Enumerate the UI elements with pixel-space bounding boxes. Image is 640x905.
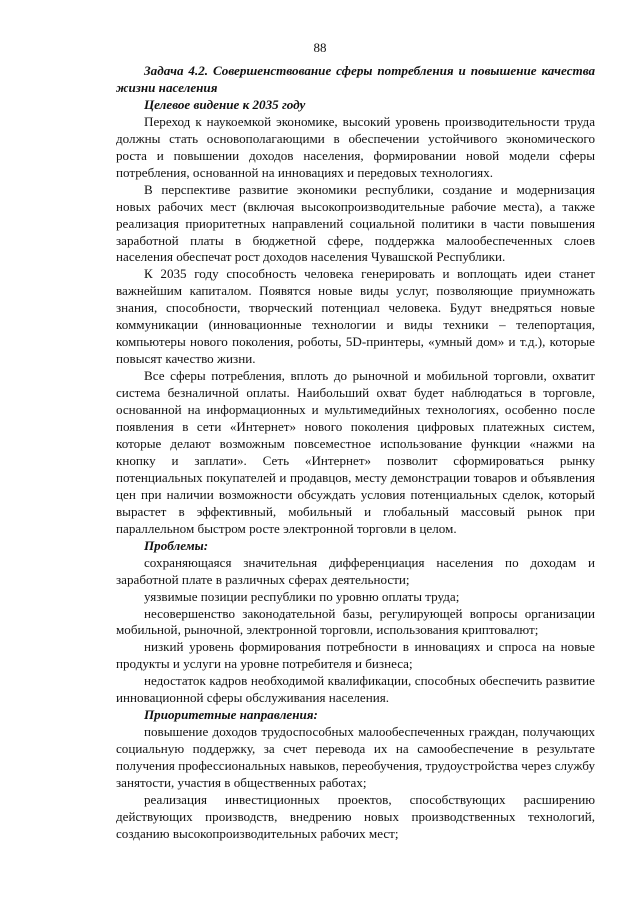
- vision-paragraph: В перспективе развитие экономики республики, создание и модернизация новых рабочих мест (включая высокопроизводительные рабочие места), а также реализация приоритетных направлений социальной политики в части повышения заработной платы в бюджетной сфере, поддержка малообеспеченных слоев населения обеспечат рост доходов населения Чувашской Республики.: [116, 181, 595, 265]
- section-title: Задача 4.2. Совершенствование сферы потребления и повышение качества жизни населения: [116, 63, 595, 95]
- priorities-heading: Приоритетные направления:: [144, 707, 318, 723]
- vision-paragraph: К 2035 году способность человека генерировать и воплощать идеи станет важнейшим капиталом. Появятся новые виды услуг, позволяющие приумножать знания, способности, творческий потенциал человека. Будут внедряться новые коммуникации (инновационные технологии и виды техники – телепортация, компьютеры нового поколения, роботы, 5D-принтеры, «умный дом» и т.д.), которые повысят качество жизни.: [116, 266, 595, 367]
- problem-item: сохраняющаяся значительная дифференциация населения по доходам и заработной плате в различных сферах деятельности;: [116, 554, 595, 587]
- priority-item: реализация инвестиционных проектов, способствующих расширению действующих производств, внедрению новых производственных технологий, созданию высокопроизводительных рабочих мест;: [116, 791, 595, 841]
- problem-item: низкий уровень формирования потребности в инновациях и спроса на новые продукты и услуги на уровне потребителя и бизнеса;: [116, 639, 595, 672]
- problem-item: несовершенство законодательной базы, регулирующей вопросы организации мобильной, рыночной, электронной торговли, использования криптовалют;: [116, 605, 595, 638]
- page-content: [116, 63, 595, 843]
- problems-heading: Проблемы:: [144, 537, 209, 553]
- vision-paragraph: Все сферы потребления, вплоть до рыночной и мобильной торговли, охватит система безналичной оплаты. Наибольший охват будет наблюдаться в торговле, основанной на информационных и мультимедийных технологиях, особенно после появления в сети «Интернет» нового поколения цифровых платежных систем, которые делают возможным повсеместное использование функции «нажми на кнопку и заплати». Сеть «Интернет» позволит сформироваться рынку потенциальных покупателей и продавцов, месту демонстрации товаров и объявления цен при наличии возможности обсуждать условия потенциальных сделок, который вырастет в эффективный, мобильный и глобальный массовый рынок при параллельном быстром росте электронной торговли в целом.: [116, 368, 595, 536]
- vision-paragraph: Переход к наукоемкой экономике, высокий уровень производительности труда должны стать основополагающими в обеспечении устойчивого экономического роста и повышении доходов населения, формировании новой модели сферы потребления, основанной на инновациях и передовых технологиях.: [116, 113, 595, 180]
- priority-item: повышение доходов трудоспособных малообеспеченных граждан, получающих социальную поддержку, за счет перевода их на самообеспечение в результате получения профессиональных навыков, переобучения, трудоустройства через службу занятости, участия в общественных работах;: [116, 724, 595, 791]
- vision-heading: Целевое видение к 2035 году: [144, 96, 306, 112]
- problem-item: уязвимые позиции республики по уровню оплаты труда;: [144, 588, 460, 604]
- problem-item: недостаток кадров необходимой квалификации, способных обеспечить развитие инновационной сферы обслуживания населения.: [116, 673, 595, 706]
- page-number: 88: [313, 40, 327, 55]
